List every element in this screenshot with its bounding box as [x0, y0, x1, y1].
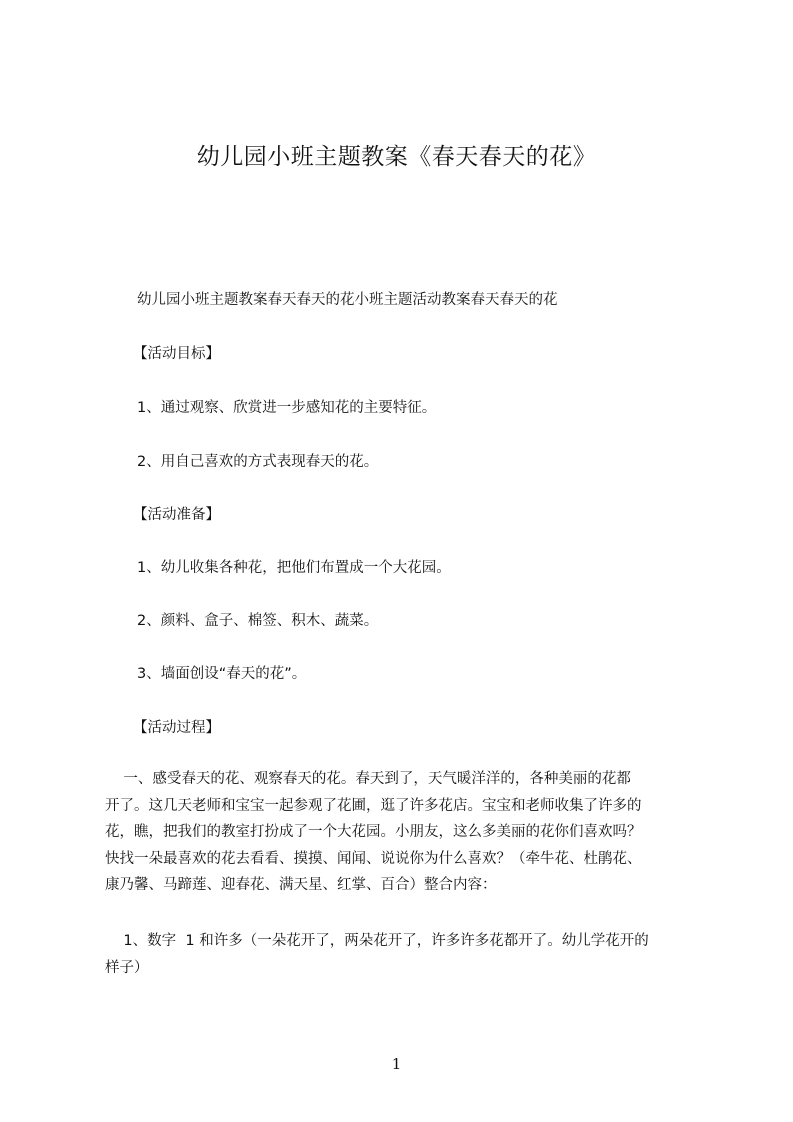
document-title: 幼儿园小班主题教案《春天春天的花》 [196, 144, 597, 170]
paragraph-line: 快找一朵最喜欢的花去看看、摸摸、闻闻、说说你为什么喜欢？（牵牛花、杜鹃花、 [105, 850, 642, 867]
process-paragraph [105, 766, 705, 899]
prep-heading: 【活动准备】 [133, 507, 220, 523]
prep-item: 2、颜料、盒子、棉签、积木、蔬菜。 [137, 613, 379, 629]
content-paragraph [105, 928, 705, 981]
goal-item: 1、通过观察、欣赏进一步感知花的主要特征。 [137, 400, 437, 416]
paragraph-line: 样子） [105, 959, 149, 976]
goal-item: 2、用自己喜欢的方式表现春天的花。 [137, 454, 379, 470]
goals-heading: 【活动目标】 [133, 346, 220, 362]
paragraph-line: 一、感受春天的花、观察春天的花。春天到了，天气暖洋洋的，各种美丽的花都 [105, 771, 631, 787]
paragraph-line: 花，瞧，把我们的教室打扮成了一个大花园。小朋友，这么多美丽的花你们喜欢吗？ [105, 824, 642, 841]
intro-paragraph: 幼儿园小班主题教案春天春天的花小班主题活动教案春天春天的花 [137, 292, 558, 308]
paragraph-line: 开了。这几天老师和宝宝一起参观了花圃，逛了许多花店。宝宝和老师收集了许多的 [105, 797, 642, 814]
paragraph-line: 康乃馨、马蹄莲、迎春花、满天星、红掌、百合）整合内容： [105, 877, 497, 894]
paragraph-line: 1、数字 1 和许多（一朵花开了，两朵花开了，许多许多花都开了。幼儿学花开的 [105, 933, 649, 949]
process-heading: 【活动过程】 [133, 720, 220, 736]
prep-item: 1、幼儿收集各种花，把他们布置成一个大花园。 [137, 560, 451, 576]
page-number: 1 [391, 1055, 402, 1073]
prep-item: 3、墙面创设“春天的花”。 [137, 666, 307, 682]
